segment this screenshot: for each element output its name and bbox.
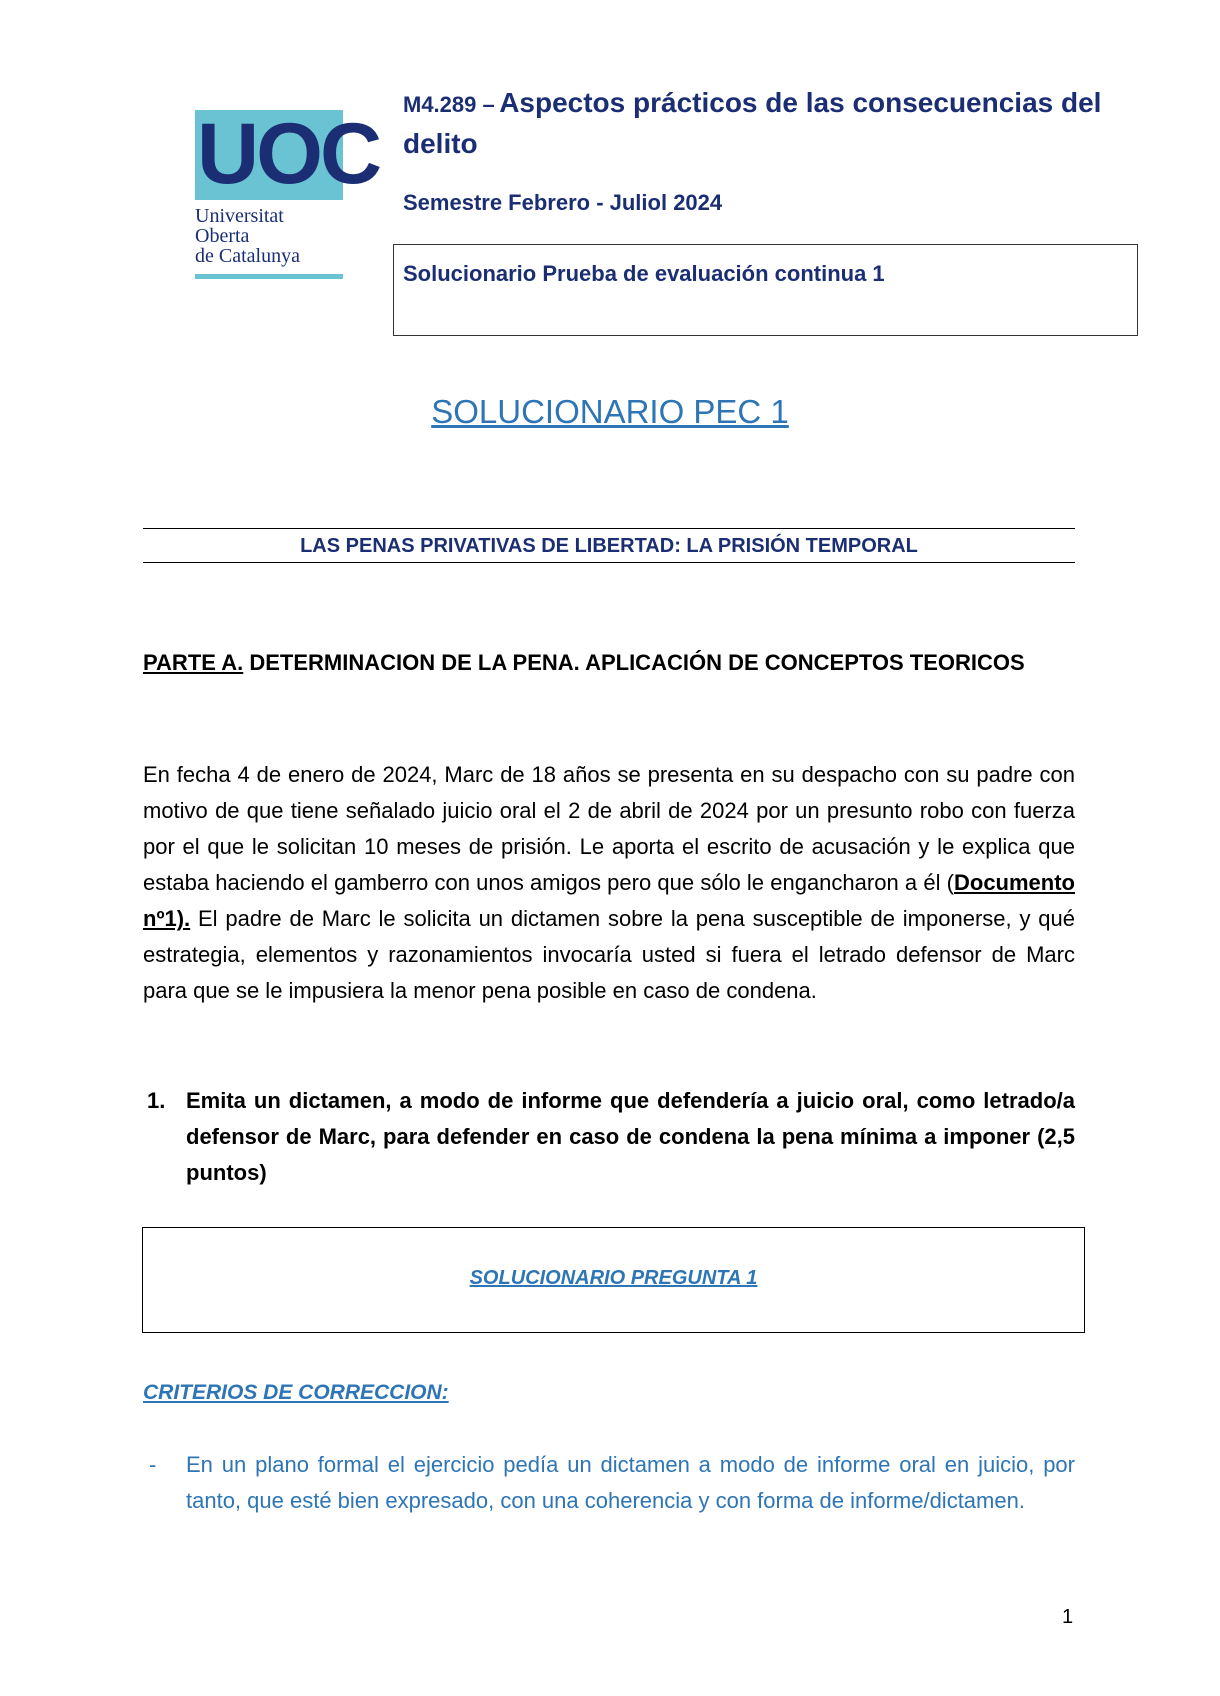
parte-label: PARTE A. — [143, 650, 244, 675]
parte-title: DETERMINACION DE LA PENA. APLICACIÓN DE CONCEPTOS TEORICOS — [249, 650, 1025, 675]
uoc-logo-wordmark — [195, 206, 345, 266]
case-text-after: El padre de Marc le solicita un dictamen sobre la pena susceptible de imponerse, y qué estrategia, elementos y razonamientos invocaría usted si fuera el letrado defensor de Marc para que se le impusiera la menor pena posible en caso de condena. — [143, 906, 1075, 1003]
header-box-title: Solucionario Prueba de evaluación continua 1 — [403, 261, 885, 286]
parte-heading — [143, 645, 1075, 681]
logo-line-3: de Catalunya — [195, 245, 300, 267]
logo-underline — [195, 274, 343, 279]
criteria-bullet: - — [149, 1452, 157, 1477]
page-number: 1 — [1062, 1606, 1074, 1628]
question-text: Emita un dictamen, a modo de informe que defendería a juicio oral, como letrado/a defensor de Marc, para defender en caso de condena la pena mínima a imponer (2,5 puntos) — [186, 1088, 1075, 1185]
section-heading — [143, 528, 1075, 563]
uoc-logo-mark-text: UOC — [197, 106, 380, 202]
course-name: Aspectos prácticos de las consecuencias del delito — [403, 87, 1102, 159]
case-text-before: En fecha 4 de enero de 2024, Marc de 18 años se presenta en su despacho con su padre con motivo de que tiene señalado juicio oral el 2 de abril de 2024 por un presunto robo con fuerza por el que le solicitan 10 meses de prisión. Le aporta el escrito de acusación y le explica que estaba haciendo el gamberro con unos amigos pero que sólo le engancharon a él ( — [143, 762, 1075, 895]
header-box — [393, 244, 1138, 336]
uoc-logo-mark — [195, 106, 380, 202]
course-title — [403, 85, 1143, 167]
criteria-item — [143, 1447, 1075, 1519]
uoc-logo — [195, 106, 380, 279]
question-number: 1. — [147, 1088, 166, 1113]
answer-box — [142, 1227, 1085, 1333]
answer-box-title: SOLUCIONARIO PREGUNTA 1 — [469, 1267, 758, 1289]
document-reference: Documento nº1). — [143, 870, 1075, 931]
document-title: SOLUCIONARIO PEC 1 — [431, 393, 789, 430]
logo-line-1: Universitat — [195, 205, 284, 227]
case-paragraph — [143, 757, 1075, 1009]
criteria-text: En un plano formal el ejercicio pedía un dictamen a modo de informe oral en juicio, por tanto, que esté bien expresado, con una coherencia y con forma de informe/dictamen. — [186, 1452, 1075, 1513]
section-heading-text: LAS PENAS PRIVATIVAS DE LIBERTAD: LA PRISIÓN TEMPORAL — [300, 535, 918, 557]
criteria-heading: CRITERIOS DE CORRECCION: — [143, 1381, 449, 1404]
logo-line-2: Oberta — [195, 225, 250, 247]
semester-label: Semestre Febrero - Juliol 2024 — [403, 190, 723, 215]
question-1 — [143, 1083, 1075, 1191]
course-code: M4.289 – — [403, 92, 495, 117]
